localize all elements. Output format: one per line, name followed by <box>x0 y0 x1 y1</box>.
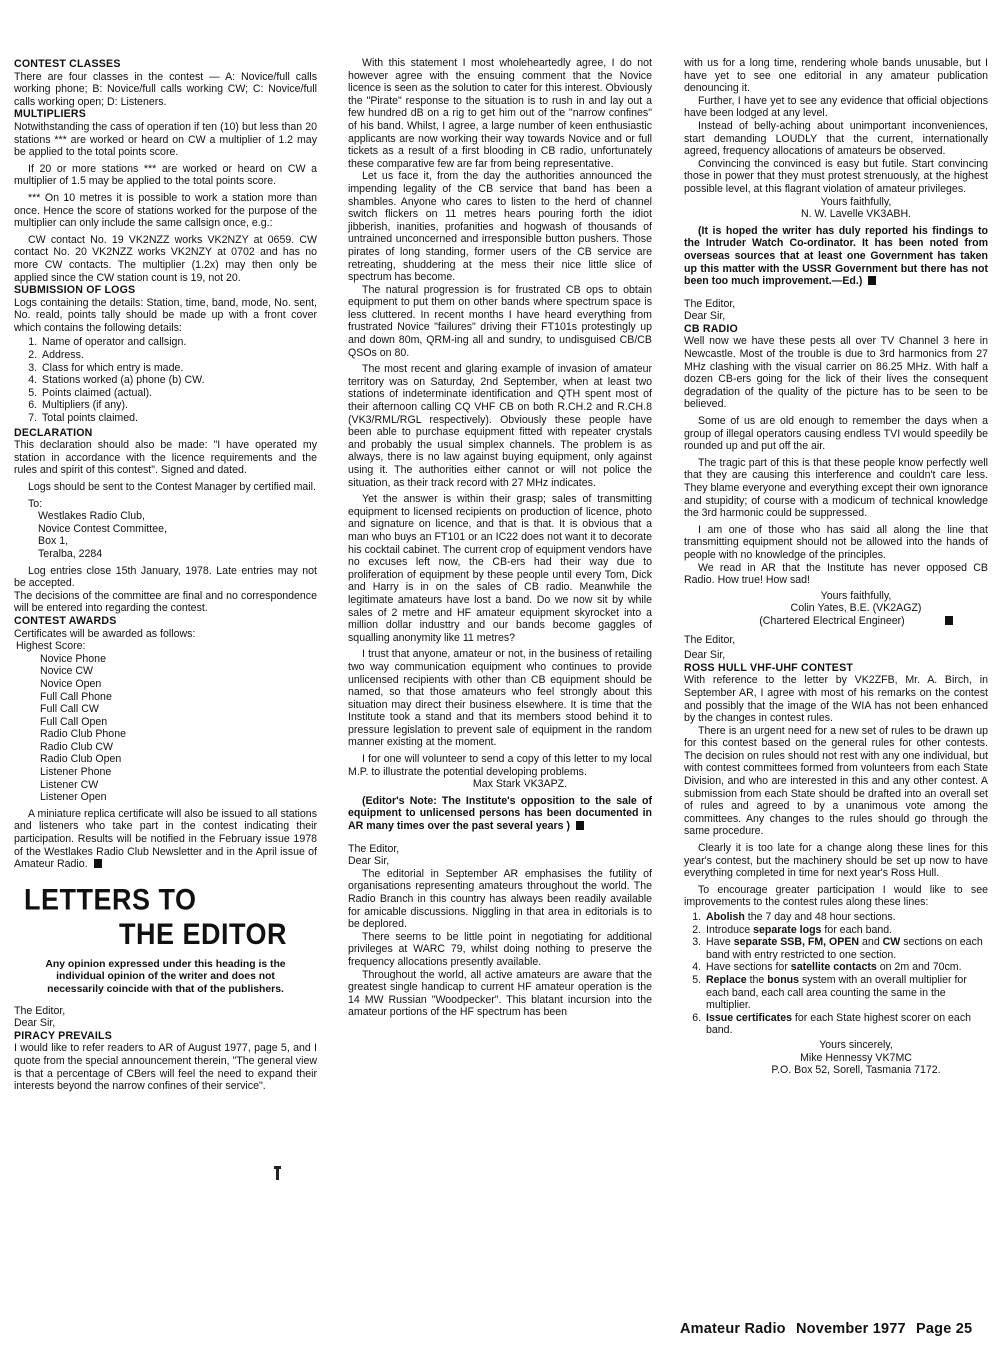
signature-title-text: (Chartered Electrical Engineer) <box>759 614 905 627</box>
paragraph: I for one will volunteer to send a copy of this letter to my local M.P. to illustrate the potential developing problems. <box>348 753 652 778</box>
address-line: Box 1, <box>38 535 69 548</box>
closing: Yours faithfully, <box>820 195 892 208</box>
address-line: Westlakes Radio Club, <box>38 510 145 523</box>
paragraph: There seems to be little point in negotiating for additional privileges at WARC 79, whilst doing nothing to preserve the frequency allocations presently available. <box>348 930 652 968</box>
paragraph: This declaration should also be made: "I have operated my station in accordance with the licence requirements and the rules and spirit of this contest". Signed and dated. <box>14 439 317 477</box>
award-categories <box>14 653 317 804</box>
log-details-list <box>14 336 317 424</box>
emphasis: bonus <box>767 973 800 986</box>
emphasis: separate logs <box>753 923 822 936</box>
paragraph: Yet the answer is within their grasp; sales of transmitting equipment to licensed recipients on production of licence, photo and signature on licence, and that is that. It is obvious that a man who buys an FT101 or an IC22 does not want it to decorate his cocktail cabinet. The current crop of equipment vendors have no excuses left now, the CB-ers had their way due to proliferation of equipment by these people until every Tom, Dick and Harry is in on the sales of CB radio. Meanwhile the legitimate amateurs have lost a band. Do we now sit by while sales of 2 metre and HF amateur equipment skyrocket into a million dollar industtry and our bands become gaggles of squalling anonymity like 11 metres? <box>348 493 652 644</box>
list-item: Listener CW <box>40 778 99 791</box>
heading-contest-awards: CONTEST AWARDS <box>14 614 117 627</box>
list-item: Full Call Open <box>40 715 108 728</box>
heading-contest-classes: CONTEST CLASSES <box>14 58 121 70</box>
paragraph: *** On 10 metres it is possible to work a station more than once. Hence the score of stations worked for the purpose of the multiplier can only include the same callsign once, e.g.: <box>14 191 317 230</box>
paragraph: CW contact No. 19 VK2NZZ works VK2NZY at 0659. CW contact No. 20 VK2NZZ works VK2NZY at 0702 and has no more CW contacts. The multiplier (1.2x) may then only be applied since the CW station count is 19, not 20. <box>14 233 317 284</box>
list-item: Novice Phone <box>40 652 106 665</box>
paragraph: With this statement I most wholeheartedly agree, I do not however agree with the ensuing comment that the Novice licence is seen as the solution to cater for this interest. Obviously the "Pirate" response to the situation is to rush in and lay out a few hundred dB on a rig to get him out of the "narrow confines" of his band. Whilst, I agree, a large number of keen enthusiastic applicants are now working their way towards Novice and or full tickets as a result of a first blooding in CB radio, unfortunately these comparative few are far from being representative. <box>348 57 652 170</box>
paragraph: Notwithstanding the cass of operation if ten (10) but less than 20 stations *** are worked or heard on CW a multiplier of 1.2 may be applied to the total points score. <box>14 120 317 159</box>
list-item <box>704 911 988 924</box>
list-item: Novice CW <box>40 665 93 678</box>
paragraph: The editorial in September AR emphasises the futility of organisations representing amateurs throughout the world. The Radio Branch in this country has always been readily available for amicable discussions. Niggling in that area in editorials is to be deplored. <box>348 867 652 931</box>
list-item: Radio Club CW <box>40 740 114 753</box>
list-item: Novice Open <box>40 677 102 690</box>
list-text: Introduce <box>706 923 754 936</box>
editors-note-text: (It is hoped the writer has duly reported his findings to the Intruder Watch Co-ordinator. It has been noted from overseas sources that at least one Government has taken up this matter with the USSR Government but there has not been too much improvement.—Ed.) <box>684 224 988 288</box>
list-item <box>704 924 988 937</box>
title-line: LETTERS TO <box>24 883 197 916</box>
list-item: 3. Class for which entry is made. <box>40 362 317 375</box>
column-3 <box>684 57 988 1077</box>
heading-piracy-prevails: PIRACY PREVAILS <box>14 1029 112 1042</box>
paragraph: I would like to refer readers to AR of August 1977, page 5, and I quote from the special announcement therein, "The general view is that a percentage of CBers will feel the need to expand their interests beyond the narrow confines of their service". <box>14 1042 317 1093</box>
pen-icon <box>276 1166 279 1180</box>
paragraph: There are four classes in the contest — A: Novice/full calls working phone; B: Novice/full calls working CW; C: Novice/full calls working open; D: Listeners. <box>14 70 317 108</box>
list-text: the <box>746 973 768 986</box>
list-item: Full Call CW <box>40 703 99 716</box>
list-text: sections on each band with entry restricted to one section. <box>706 936 983 961</box>
list-item: 7. Total points claimed. <box>40 412 317 425</box>
paragraph: Throughout the world, all active amateurs are aware that the greatest single handicap to current HF amateur operation is the 14 MW Russian "Woodpecker". This blatant incursion into the amateur portions of the HF spectrum has been <box>348 968 652 1019</box>
address-line: Teralba, 2284 <box>38 547 103 560</box>
salutation-editor: The Editor, <box>684 633 736 646</box>
issue-date: November 1977 <box>795 1321 906 1337</box>
salutation: Dear Sir, <box>14 1017 56 1030</box>
list-text: on 2m and 70cm. <box>876 961 962 974</box>
address-line: Novice Contest Committee, <box>38 522 167 535</box>
magazine-name: Amateur Radio <box>680 1321 786 1337</box>
list-item: Listener Open <box>40 791 107 804</box>
end-of-article-icon <box>945 616 953 625</box>
paragraph: I trust that anyone, amateur or not, in the business of retailing two way communication equipment who continues to provide unlicensed recipients with other than CB equipment should be named, so that those amateurs who feel strongly about this situation may direct their business elsewhere. It is time that the Institute took a stand and that its members stood behind it to pressure legislation to prevent sale of equipment in the random manner existing at the moment. <box>348 648 652 749</box>
editors-note-text: (Editor's Note: The Institute's opposition to the sale of equipment to unlicensed persons has been documented in AR many times over the past several years ) <box>348 794 652 833</box>
heading-multipliers: MULTIPLIERS <box>14 108 87 121</box>
page-footer <box>680 1321 990 1337</box>
closing: Yours sincerely, <box>819 1038 893 1051</box>
heading-cb-radio: CB RADIO <box>684 322 738 335</box>
list-item <box>704 961 988 974</box>
list-item <box>704 936 988 961</box>
list-item: 6. Multipliers (if any). <box>40 399 317 412</box>
paragraph: Further, I have yet to see any evidence that official objections have been lodged at any level. <box>684 94 988 120</box>
paragraph: Let us face it, from the day the authorities announced the impending legality of the CB service that band has been a shambles. Anyone who cares to listen to the herd of channel switch flickers on 11 metres hears pouring forth the idiot jibberish, inanities, profanities and hogwash of thousands of untrained unconcerned and irresponsible button pushers. Those pirates of long standing, former users of the CB service are retreating, shuddering at the mess their nice little slice of spectrum has become. <box>348 170 652 284</box>
paragraph: Instead of belly-aching about unimportant inconveniences, start demanding LOUDLY that the current, internationally agreed, frequency allocations of amateurs be observed. <box>684 119 988 158</box>
list-item: 5. Points claimed (actual). <box>40 387 317 400</box>
list-item: Radio Club Phone <box>40 728 126 741</box>
column-1 <box>14 58 317 1093</box>
signature-address: P.O. Box 52, Sorell, Tasmania 7172. <box>771 1064 941 1077</box>
end-of-article-icon <box>576 821 584 830</box>
paragraph: The decisions of the committee are final and no correspondence will be entered into regarding the contest. <box>14 589 317 615</box>
list-text: Have sections for <box>706 961 791 974</box>
list-item <box>704 1012 988 1037</box>
end-of-article-icon <box>94 859 102 868</box>
heading-ross-hull-contest: ROSS HULL VHF-UHF CONTEST <box>684 661 854 674</box>
paragraph: Well now we have these pests all over TV Channel 3 here in Newcastle. Most of the trouble is due to 3rd harmonics from 27 MHz clashing with the visual carrier on 86.25 MHz. With half a dozen CB-ers going for the lick of their lives the consequent degradation of the quality of the picture has to be seen to be believed. <box>684 335 988 411</box>
paragraph: Log entries close 15th January, 1978. Late entries may not be accepted. <box>14 564 317 590</box>
paragraph: Clearly it is too late for a change along these lines for this year's contest, but the machinery should be set up now to have everything completed in time for next year's Ross Hull. <box>684 842 988 880</box>
signature-title <box>684 615 988 628</box>
paragraph: with us for a long time, rendering whole bands unusable, but I have yet to see one editorial in any amateur publication denouncing it. <box>684 57 988 95</box>
salutation-editor: The Editor, <box>14 1004 66 1017</box>
paragraph: If 20 or more stations *** are worked or heard on CW a multiplier of 1.5 may be applied to the total points score. <box>14 162 317 188</box>
list-item: 4. Stations worked (a) phone (b) CW. <box>40 374 317 387</box>
signature: Mike Hennessy VK7MC <box>800 1051 912 1064</box>
list-item: Listener Phone <box>40 766 112 779</box>
paragraph: With reference to the letter by VK2ZFB, Mr. A. Birch, in September AR, I agree with most of his remarks on the contest and possibly that the image of the WIA has not been enhanced by the changes in contest rules. <box>684 674 988 725</box>
editors-note <box>684 225 988 288</box>
emphasis: Abolish <box>706 911 745 923</box>
list-text: Have <box>706 936 734 949</box>
paragraph: To encourage greater participation I would like to see improvements to the contest rules along these lines: <box>684 883 988 909</box>
heading-declaration: DECLARATION <box>14 426 93 439</box>
paragraph: Convincing the convinced is easy but futile. Start convincing those in power that they must protest strenuously, at the highest possible level, at this flagrant violation of amateur privileges. <box>684 157 988 195</box>
list-text: the 7 day and 48 hour sections. <box>744 911 896 923</box>
list-item: 1. Name of operator and callsign. <box>40 336 317 349</box>
paragraph: The natural progression is for frustrated CB ops to obtain equipment to put them on other bands where spectrum space is less cluttered. In recent months I have heard everything from frustrated Novice "failures" driving their FT101s protestingly up and down 80m, QRM-ing all and sundry, to undisguised CB/CB QSOs on 80. <box>348 283 652 359</box>
paragraph: The tragic part of this is that these people know perfectly well that they are causing this interference and couldn't care less. They blame everyone and everything except their own ignorance and stupidity; of course with a modicum of technical knowledge the 3rd harmonic could be suppressed. <box>684 456 988 520</box>
suggestions-list <box>684 911 988 1037</box>
salutation: Dear Sir, <box>684 649 726 662</box>
list-text: and <box>859 936 883 949</box>
list-item <box>704 974 988 1012</box>
salutation-editor: The Editor, <box>348 842 400 855</box>
signature: Max Stark VK3APZ. <box>472 778 568 791</box>
column-2 <box>348 57 652 1019</box>
heading-submission-of-logs: SUBMISSION OF LOGS <box>14 284 136 297</box>
awards-text: A miniature replica certificate will also be issued to all stations and listeners who take part in the contest indicating their participation. Results will be notified in the February issue 1978 of the Westlakes Radio Club Newsletter and in the April issue of Amateur Radio. <box>14 807 317 871</box>
paragraph: There is an urgent need for a new set of rules to be drawn up for this contest based on the general rules for other contests. The decision on rules should not rest with any one individual, but with contest committees formed from volunteers from each State Division, and who are interested in this and any other contest. A submission from each State should be drafted into an overall set of rules and agreed to by a unanimous vote among the committees. Any changes to the rules should go through the same procedure. <box>684 724 988 838</box>
list-item: Full Call Phone <box>40 690 112 703</box>
address-to: To: <box>28 497 43 510</box>
closing: Yours faithfully, <box>820 589 892 602</box>
emphasis: separate SSB, FM, OPEN <box>733 936 860 949</box>
section-title <box>14 882 317 951</box>
paragraph: We read in AR that the Institute has never opposed CB Radio. How true! How sad! <box>684 561 988 587</box>
salutation: Dear Sir, <box>348 855 390 868</box>
editors-note <box>348 795 652 833</box>
list-text: for each State highest scorer on each band. <box>706 1011 972 1037</box>
list-text: for each band. <box>821 923 893 936</box>
emphasis: satellite contacts <box>790 961 877 974</box>
title-line: THE EDITOR <box>119 917 288 951</box>
salutation: Dear Sir, <box>684 310 726 323</box>
page-number: Page 25 <box>916 1321 973 1337</box>
highest-score-label: Highest Score: <box>16 640 86 653</box>
signature: N. W. Lavelle VK3ABH. <box>800 208 912 221</box>
mailing-address <box>14 510 317 560</box>
list-item: 2. Address. <box>40 349 317 362</box>
paragraph: Certificates will be awarded as follows: <box>14 627 196 640</box>
salutation-editor: The Editor, <box>684 297 736 310</box>
paragraph: Logs containing the details: Station, time, band, mode, No. sent, No. reald, points tally should be made up with a front cover which contains the following details: <box>14 296 317 334</box>
emphasis: Issue certificates <box>706 1011 792 1024</box>
paragraph: Some of us are old enough to remember the days when a group of illegal operators causing endless TVI would speedily be rounded up and put off the air. <box>684 415 988 453</box>
list-text: system with an overall multiplier for each band, each call area counting the same in the multiplier. <box>706 973 967 1012</box>
list-item: Radio Club Open <box>40 753 122 766</box>
paragraph: The most recent and glaring example of invasion of amateur territory was on Saturday, 2nd September, when at least two stations of indeterminate identification and QTH spent most of their afternoon calling CQ VHF CB on both R.CH.2 and R.CH.8 (VK3/RML/RGL respectively). Obviously these people have been able to purchase equipment fitted with repeater crystals and probably the usual simplex channels. The problem is as always, there is no law against buying equipment, only against using it. The authorities either cannot or will not police the situation, as their track record with 27 MHz indicates. <box>348 363 652 489</box>
end-of-article-icon <box>868 276 876 285</box>
paragraph: I am one of those who has said all along the line that transmitting equipment should not be allowed into the hands of people with no knowledge of the principles. <box>684 523 988 561</box>
signature: Colin Yates, B.E. (VK2AGZ) <box>790 602 922 615</box>
emphasis: CW <box>882 936 901 949</box>
disclaimer: Any opinion expressed under this heading is the individual opinion of the writer and does not necessarily coincide with that of the publishers. <box>45 958 286 995</box>
emphasis: Replace <box>706 973 747 986</box>
paragraph: Logs should be sent to the Contest Manager by certified mail. <box>28 481 316 493</box>
paragraph <box>14 808 317 871</box>
